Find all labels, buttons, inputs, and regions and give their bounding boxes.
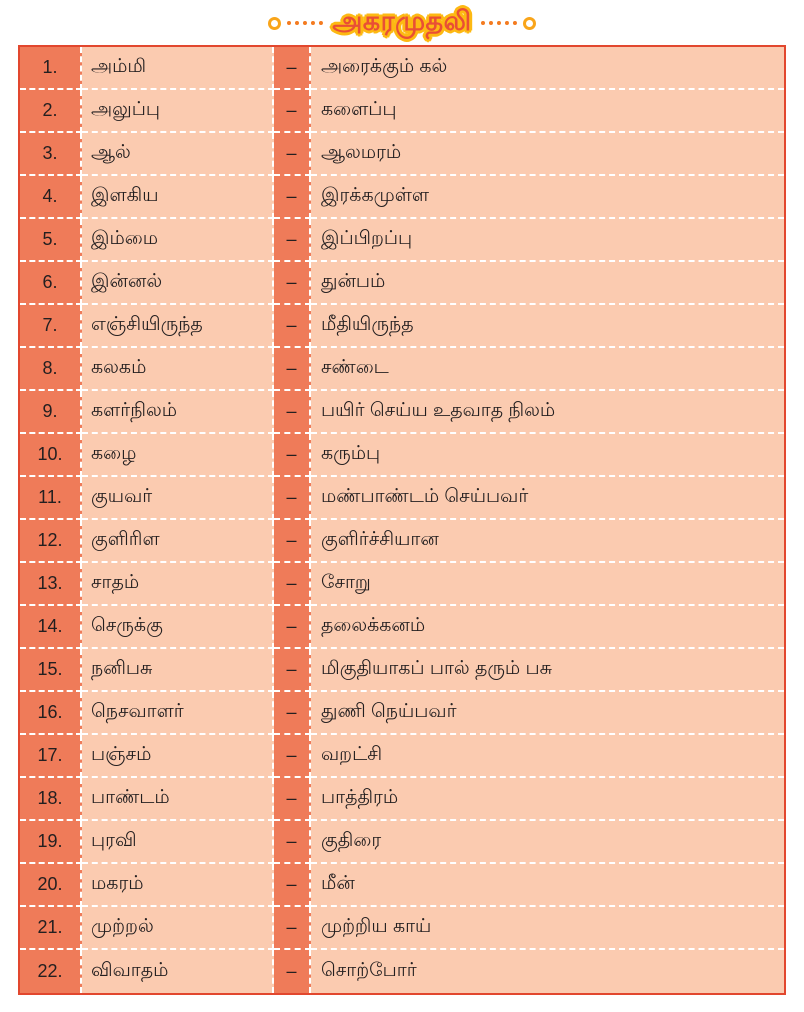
table-row — [20, 649, 784, 692]
meaning-cell: ஆலமரம் — [311, 133, 784, 176]
word-cell: இன்னல் — [82, 262, 274, 305]
word-cell: ஆல் — [82, 133, 274, 176]
table-row — [20, 950, 784, 993]
table-row — [20, 477, 784, 520]
word-cell: கலகம் — [82, 348, 274, 391]
row-number: 14. — [20, 606, 82, 649]
word-cell: நெசவாளர் — [82, 692, 274, 735]
word-cell: மகரம் — [82, 864, 274, 907]
dash-separator: – — [274, 649, 311, 692]
table-row — [20, 563, 784, 606]
row-number: 18. — [20, 778, 82, 821]
row-number: 22. — [20, 950, 82, 993]
meaning-cell: தலைக்கனம் — [311, 606, 784, 649]
meaning-cell: இப்பிறப்பு — [311, 219, 784, 262]
table-row — [20, 219, 784, 262]
dash-separator: – — [274, 348, 311, 391]
row-number: 11. — [20, 477, 82, 520]
dash-separator: – — [274, 563, 311, 606]
table-row — [20, 90, 784, 133]
table-row — [20, 348, 784, 391]
word-cell: பாண்டம் — [82, 778, 274, 821]
word-cell: இளகிய — [82, 176, 274, 219]
table-row — [20, 606, 784, 649]
dash-separator: – — [274, 606, 311, 649]
dash-separator: – — [274, 262, 311, 305]
row-number: 10. — [20, 434, 82, 477]
row-number: 6. — [20, 262, 82, 305]
word-cell: எஞ்சியிருந்த — [82, 305, 274, 348]
dash-separator: – — [274, 692, 311, 735]
table-row — [20, 434, 784, 477]
word-cell: நனிபசு — [82, 649, 274, 692]
row-number: 3. — [20, 133, 82, 176]
row-number: 13. — [20, 563, 82, 606]
row-number: 8. — [20, 348, 82, 391]
table-row — [20, 133, 784, 176]
dash-separator: – — [274, 477, 311, 520]
table-row — [20, 305, 784, 348]
meaning-cell: பாத்திரம் — [311, 778, 784, 821]
table-row — [20, 176, 784, 219]
table-row — [20, 907, 784, 950]
meaning-cell: மண்பாண்டம் செய்பவர் — [311, 477, 784, 520]
meaning-cell: இரக்கமுள்ள — [311, 176, 784, 219]
dash-separator: – — [274, 520, 311, 563]
left-circle-icon — [268, 17, 281, 30]
row-number: 20. — [20, 864, 82, 907]
right-circle-icon — [523, 17, 536, 30]
dash-separator: – — [274, 176, 311, 219]
table-row — [20, 864, 784, 907]
meaning-cell: மீன் — [311, 864, 784, 907]
dash-separator: – — [274, 950, 311, 993]
table-row — [20, 821, 784, 864]
meaning-cell: துணி நெய்பவர் — [311, 692, 784, 735]
meaning-cell: சோறு — [311, 563, 784, 606]
dash-separator: – — [274, 133, 311, 176]
meaning-cell: மிகுதியாகப் பால் தரும் பசு — [311, 649, 784, 692]
dash-separator: – — [274, 391, 311, 434]
dash-separator: – — [274, 90, 311, 133]
meaning-cell: மீதியிருந்த — [311, 305, 784, 348]
row-number: 1. — [20, 47, 82, 90]
meaning-cell: சண்டை — [311, 348, 784, 391]
word-cell: அலுப்பு — [82, 90, 274, 133]
word-cell: பஞ்சம் — [82, 735, 274, 778]
left-dotted-line-icon — [287, 21, 323, 25]
meaning-cell: களைப்பு — [311, 90, 784, 133]
word-cell: விவாதம் — [82, 950, 274, 993]
glossary-table — [18, 45, 786, 995]
page-title: அகரமுதலி — [332, 5, 472, 36]
dash-separator: – — [274, 434, 311, 477]
dash-separator: – — [274, 778, 311, 821]
meaning-cell: பயிர் செய்ய உதவாத நிலம் — [311, 391, 784, 434]
word-cell: கழை — [82, 434, 274, 477]
row-number: 16. — [20, 692, 82, 735]
row-number: 7. — [20, 305, 82, 348]
table-row — [20, 47, 784, 90]
dash-separator: – — [274, 821, 311, 864]
dash-separator: – — [274, 219, 311, 262]
row-number: 4. — [20, 176, 82, 219]
meaning-cell: முற்றிய காய் — [311, 907, 784, 950]
meaning-cell: குதிரை — [311, 821, 784, 864]
row-number: 12. — [20, 520, 82, 563]
meaning-cell: குளிர்ச்சியான — [311, 520, 784, 563]
word-cell: சாதம் — [82, 563, 274, 606]
dash-separator: – — [274, 864, 311, 907]
row-number: 19. — [20, 821, 82, 864]
table-row — [20, 692, 784, 735]
row-number: 15. — [20, 649, 82, 692]
word-cell: குயவர் — [82, 477, 274, 520]
row-number: 17. — [20, 735, 82, 778]
right-dotted-line-icon — [481, 21, 517, 25]
row-number: 21. — [20, 907, 82, 950]
meaning-cell: வறட்சி — [311, 735, 784, 778]
table-row — [20, 391, 784, 434]
word-cell: இம்மை — [82, 219, 274, 262]
dash-separator: – — [274, 907, 311, 950]
page-header — [0, 0, 804, 40]
dash-separator: – — [274, 735, 311, 778]
meaning-cell: சொற்போர் — [311, 950, 784, 993]
word-cell: புரவி — [82, 821, 274, 864]
meaning-cell: அரைக்கும் கல் — [311, 47, 784, 90]
table-row — [20, 778, 784, 821]
meaning-cell: கரும்பு — [311, 434, 784, 477]
row-number: 2. — [20, 90, 82, 133]
word-cell: முற்றல் — [82, 907, 274, 950]
dash-separator: – — [274, 47, 311, 90]
meaning-cell: துன்பம் — [311, 262, 784, 305]
word-cell: களர்நிலம் — [82, 391, 274, 434]
table-row — [20, 262, 784, 305]
word-cell: குளிரிள — [82, 520, 274, 563]
row-number: 9. — [20, 391, 82, 434]
word-cell: செருக்கு — [82, 606, 274, 649]
table-row — [20, 735, 784, 778]
row-number: 5. — [20, 219, 82, 262]
table-row — [20, 520, 784, 563]
dash-separator: – — [274, 305, 311, 348]
word-cell: அம்மி — [82, 47, 274, 90]
